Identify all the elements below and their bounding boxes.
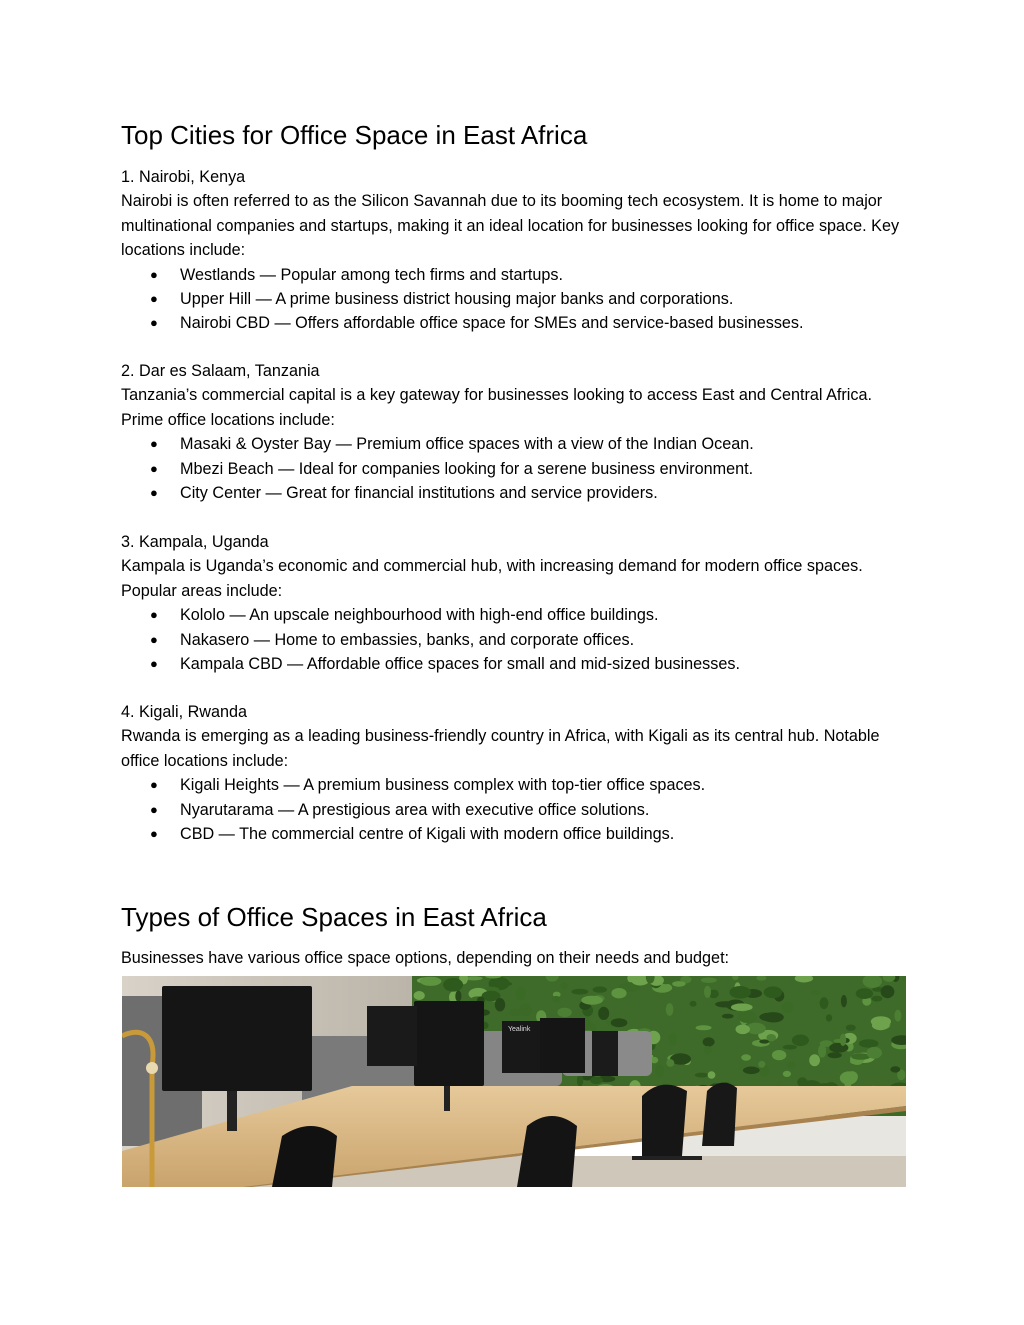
leaf: [810, 990, 821, 995]
lamp-knob: [146, 1062, 158, 1074]
leaf: [666, 1059, 674, 1067]
list-item-text: CBD — The commercial centre of Kigali with modern office buildings.: [180, 825, 675, 844]
city-title: 4. Kigali, Rwanda: [121, 703, 247, 721]
list-item-text: Nairobi CBD — Offers affordable office space for SMEs and service-based businesses.: [180, 314, 804, 333]
location-list: [121, 773, 911, 846]
list-item: [121, 652, 911, 676]
leaf: [828, 1052, 842, 1058]
bullet-icon: ●: [150, 826, 158, 842]
bullet-icon: ●: [150, 460, 158, 476]
monitor-stand: [444, 1086, 450, 1111]
leaf: [787, 1062, 795, 1069]
leaf: [834, 1039, 846, 1043]
leaf: [571, 989, 588, 995]
leaf: [840, 1071, 858, 1084]
leaf: [557, 1008, 571, 1018]
city-section-dar-es-salaam: [121, 359, 911, 505]
leaf: [581, 996, 603, 1005]
leaf: [783, 1071, 791, 1077]
location-list: [121, 263, 911, 336]
leaf: [841, 995, 847, 1007]
chair: [642, 1085, 687, 1156]
leaf: [856, 988, 873, 999]
leaf: [696, 1025, 712, 1030]
list-item-text: City Center — Great for financial institutions and service providers.: [180, 484, 658, 503]
leaf: [598, 1007, 609, 1020]
city-description: Kampala is Uganda’s economic and commercial hub, with increasing demand for modern office spaces. Popular areas include:: [121, 557, 863, 600]
leaf: [818, 1045, 826, 1058]
leaf: [820, 997, 829, 1009]
leaf: [894, 1010, 901, 1022]
list-item: [121, 773, 911, 797]
chair: [702, 1083, 737, 1146]
location-list: [121, 603, 911, 676]
leaf: [611, 988, 626, 998]
leaf: [590, 1077, 603, 1084]
list-item: [121, 822, 911, 846]
city-description: Rwanda is emerging as a leading business-friendly country in Africa, with Kigali as its central hub. Notable office locations include:: [121, 727, 880, 770]
leaf: [611, 1018, 628, 1027]
leaf: [859, 1039, 879, 1047]
chair-base: [632, 1156, 702, 1160]
leaf: [766, 1034, 776, 1041]
list-item-text: Kololo — An upscale neighbourhood with high-end office buildings.: [180, 606, 659, 625]
city-section-nairobi: [121, 165, 911, 336]
monitor: [414, 1001, 484, 1086]
leaf: [704, 986, 711, 998]
leaf: [881, 985, 895, 998]
leaf: [783, 1045, 797, 1050]
list-item: [121, 432, 911, 456]
leaf: [703, 1037, 715, 1046]
leaf: [792, 1035, 809, 1047]
leaf: [414, 991, 425, 1000]
leaf: [867, 1047, 882, 1059]
monitor: [367, 1006, 417, 1066]
heading-office-types: Types of Office Spaces in East Africa: [121, 902, 547, 932]
office-photo: [122, 976, 906, 1187]
bullet-icon: ●: [150, 315, 158, 331]
leaf: [731, 1003, 753, 1011]
leaf: [782, 1002, 794, 1013]
leaf: [552, 996, 560, 1003]
leaf: [509, 1009, 522, 1016]
leaf: [690, 1001, 697, 1007]
leaf: [872, 1021, 889, 1031]
leaf: [708, 1071, 716, 1078]
leaf: [669, 1033, 677, 1046]
leaf: [495, 998, 505, 1011]
monitor-stand: [227, 1091, 237, 1131]
types-intro-paragraph: [121, 946, 911, 970]
bullet-icon: ●: [150, 656, 158, 672]
heading-top-cities: Top Cities for Office Space in East Africa: [121, 120, 588, 150]
city-description: Tanzania’s commercial capital is a key gateway for businesses looking to access East and Central Africa. Prime office locations include:: [121, 386, 872, 429]
bullet-icon: ●: [150, 485, 158, 501]
list-item-text: Mbezi Beach — Ideal for companies looking for a serene business environment.: [180, 459, 754, 478]
leaf: [704, 1046, 712, 1054]
list-item: [121, 628, 911, 652]
leaf: [443, 978, 463, 992]
list-item-text: Kigali Heights — A premium business complex with top-tier office spaces.: [180, 776, 706, 795]
list-item: [121, 481, 911, 505]
leaf: [577, 1074, 583, 1087]
leaf: [672, 981, 685, 987]
city-section-kigali: [121, 700, 911, 846]
location-list: [121, 432, 911, 505]
leaf: [516, 987, 526, 1001]
bullet-icon: ●: [150, 607, 158, 623]
leaf: [846, 1025, 856, 1031]
list-item-text: Kampala CBD — Affordable office spaces for small and mid-sized businesses.: [180, 655, 740, 674]
monitor-brand-label: Yealink: [508, 1026, 531, 1033]
bullet-icon: ●: [150, 266, 158, 282]
bullet-icon: ●: [150, 291, 158, 307]
list-item-text: Masaki & Oyster Bay — Premium office spaces with a view of the Indian Ocean.: [180, 435, 754, 454]
leaf: [743, 1067, 760, 1075]
leaf: [736, 1025, 750, 1035]
city-section-kampala: [121, 530, 911, 676]
bullet-icon: ●: [150, 777, 158, 793]
list-item: [121, 263, 911, 287]
leaf: [872, 996, 883, 1002]
leaf: [722, 1014, 734, 1019]
list-item-text: Nyarutarama — A prestigious area with executive office solutions.: [180, 800, 650, 819]
leaf: [890, 1066, 900, 1072]
list-item-text: Nakasero — Home to embassies, banks, and corporate offices.: [180, 630, 635, 649]
leaf: [561, 982, 568, 990]
leaf: [826, 1014, 832, 1021]
monitor: [162, 986, 312, 1091]
list-item-text: Upper Hill — A prime business district housing major banks and corporations.: [180, 290, 734, 309]
list-item: [121, 287, 911, 311]
leaf: [759, 1013, 781, 1022]
leaf: [758, 1061, 765, 1068]
list-item: [121, 311, 911, 335]
leaf: [695, 1073, 709, 1078]
city-description: Nairobi is often referred to as the Silicon Savannah due to its booming tech ecosystem. It is home to major multinational companies and startups, making it an ideal location for businesses looking for office space. Key locations include:: [121, 192, 900, 260]
leaf: [829, 1043, 848, 1053]
leaf: [772, 1050, 786, 1060]
leaf: [729, 986, 751, 999]
leaf: [701, 978, 717, 983]
leaf: [809, 1054, 820, 1066]
leaf: [738, 1011, 757, 1023]
monitor: [592, 1031, 618, 1076]
office-photo-illustration: [122, 976, 906, 1187]
leaf: [455, 990, 461, 1001]
bullet-icon: ●: [150, 436, 158, 452]
list-item: [121, 798, 911, 822]
list-item-text: Westlands — Popular among tech firms and startups.: [180, 265, 563, 284]
leaf: [666, 1003, 674, 1016]
leaf: [420, 977, 442, 986]
bullet-icon: ●: [150, 631, 158, 647]
monitor: [540, 1018, 585, 1073]
intro-text: Businesses have various office space options, depending on their needs and budget:: [121, 949, 730, 967]
city-title: 3. Kampala, Uganda: [121, 533, 269, 551]
list-item: [121, 603, 911, 627]
leaf: [741, 1054, 751, 1060]
city-title: 1. Nairobi, Kenya: [121, 168, 246, 186]
leaf: [593, 986, 607, 992]
leaf: [764, 986, 782, 998]
city-title: 2. Dar es Salaam, Tanzania: [121, 362, 320, 380]
leaf: [492, 981, 512, 986]
bullet-icon: ●: [150, 801, 158, 817]
leaf: [655, 1064, 663, 1077]
list-item: [121, 457, 911, 481]
